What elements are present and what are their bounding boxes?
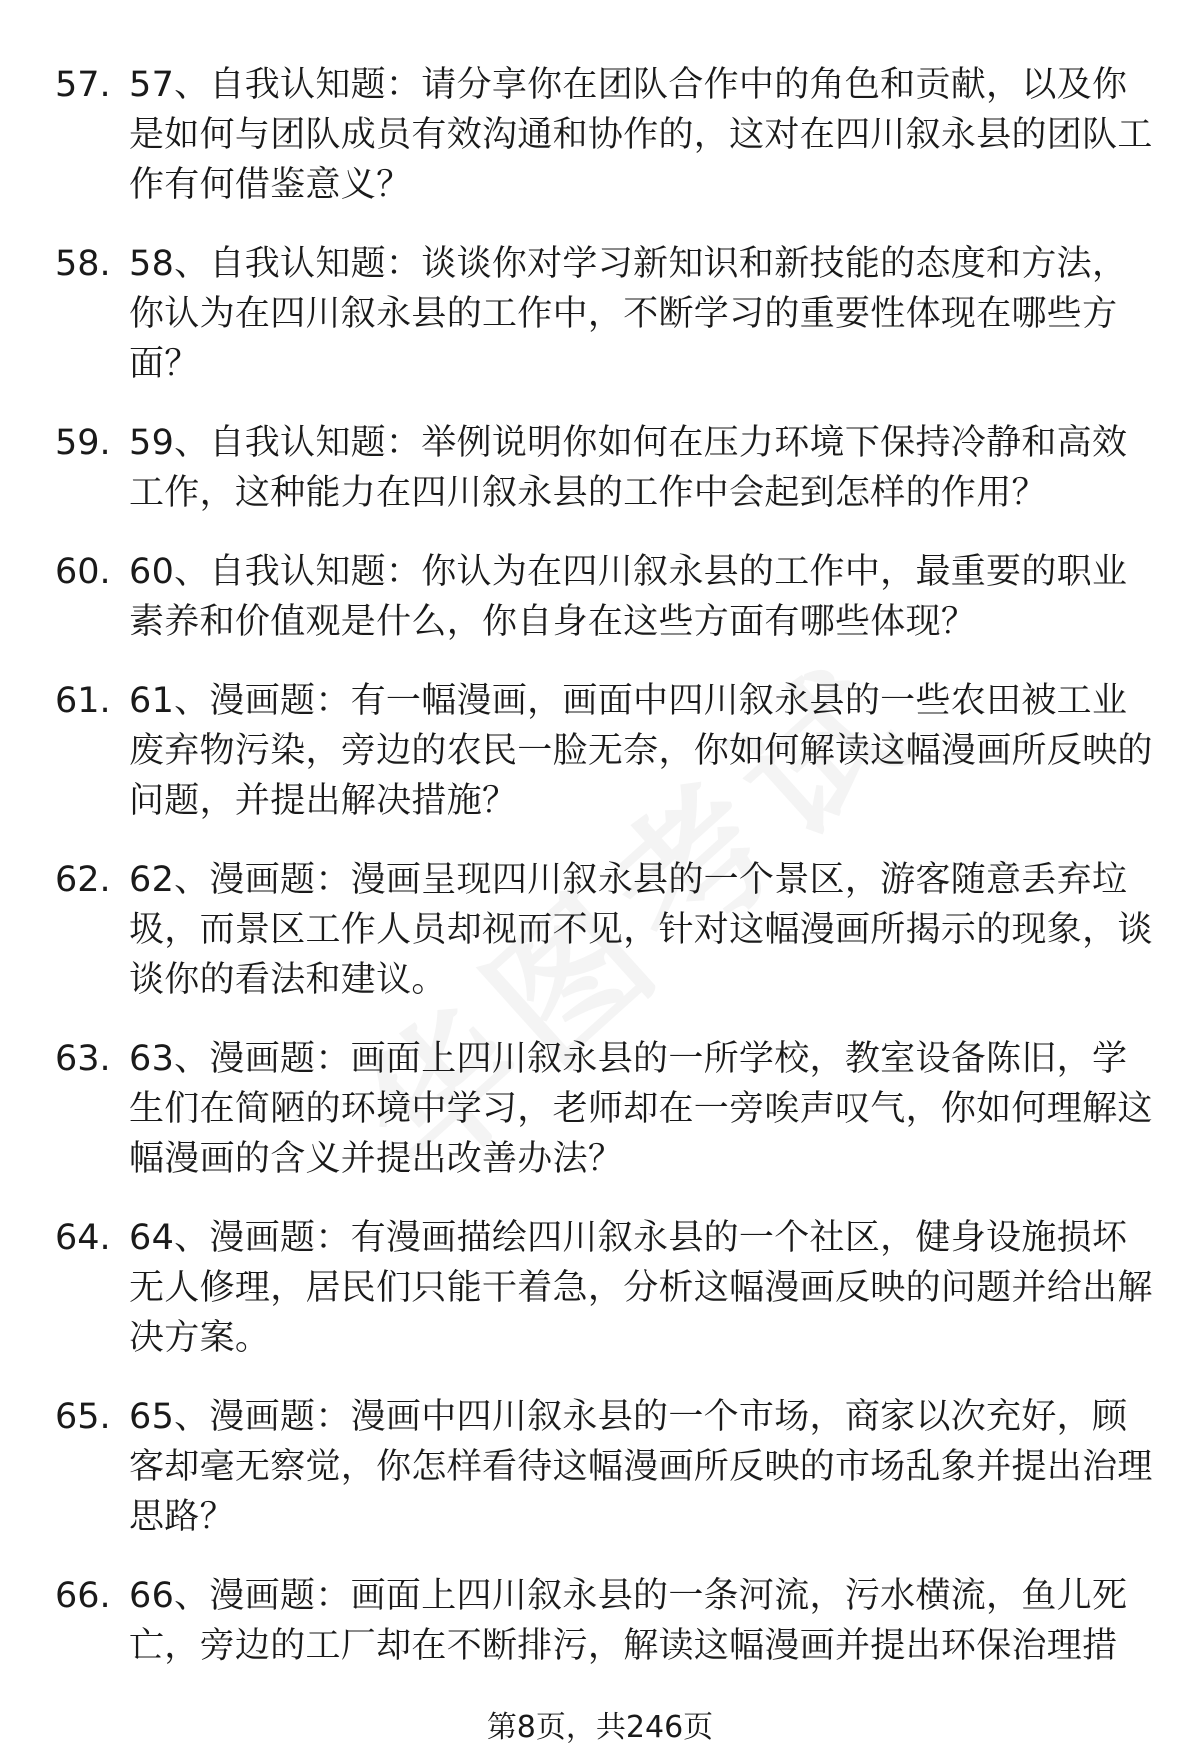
question-item-60 <box>55 547 1155 647</box>
question-text: 65、漫画题：漫画中四川叙永县的一个市场，商家以次充好，顾客却毫无察觉，你怎样看待这幅漫画所反映的市场乱象并提出治理思路？ <box>129 1397 1153 1537</box>
question-text: 66、漫画题：画面上四川叙永县的一条河流，污水横流，鱼儿死亡，旁边的工厂却在不断排污，解读这幅漫画并提出环保治理措 <box>129 1576 1128 1666</box>
question-item-64 <box>55 1213 1155 1363</box>
question-list <box>55 60 1155 1700</box>
question-text: 63、漫画题：画面上四川叙永县的一所学校，教室设备陈旧，学生们在简陋的环境中学习，老师却在一旁唉声叹气，你如何理解这幅漫画的含义并提出改善办法？ <box>129 1039 1153 1179</box>
question-text: 59、自我认知题：举例说明你如何在压力环境下保持冷静和高效工作，这种能力在四川叙永县的工作中会起到怎样的作用？ <box>129 423 1128 513</box>
question-item-63 <box>55 1034 1155 1184</box>
question-number: 57. <box>55 65 111 105</box>
question-number: 63. <box>55 1039 111 1079</box>
question-item-66 <box>55 1571 1155 1671</box>
question-number: 62. <box>55 860 111 900</box>
question-item-57 <box>55 60 1155 210</box>
question-text: 62、漫画题：漫画呈现四川叙永县的一个景区，游客随意丢弃垃圾，而景区工作人员却视而不见，针对这幅漫画所揭示的现象，谈谈你的看法和建议。 <box>129 860 1153 1000</box>
question-number: 61. <box>55 681 111 721</box>
question-item-59 <box>55 418 1155 518</box>
question-item-61 <box>55 676 1155 826</box>
question-text: 60、自我认知题：你认为在四川叙永县的工作中，最重要的职业素养和价值观是什么，你自身在这些方面有哪些体现？ <box>129 552 1128 642</box>
question-item-58 <box>55 239 1155 389</box>
page-footer: 第8页，共246页 <box>486 1710 714 1745</box>
question-text: 64、漫画题：有漫画描绘四川叙永县的一个社区，健身设施损坏无人修理，居民们只能干着急，分析这幅漫画反映的问题并给出解决方案。 <box>129 1218 1153 1358</box>
question-text: 61、漫画题：有一幅漫画，画面中四川叙永县的一些农田被工业废弃物污染，旁边的农民一脸无奈，你如何解读这幅漫画所反映的问题，并提出解决措施？ <box>129 681 1153 821</box>
question-text: 57、自我认知题：请分享你在团队合作中的角色和贡献，以及你是如何与团队成员有效沟通和协作的，这对在四川叙永县的团队工作有何借鉴意义？ <box>129 65 1153 205</box>
question-number: 66. <box>55 1576 111 1616</box>
question-number: 58. <box>55 244 111 284</box>
question-text: 58、自我认知题：谈谈你对学习新知识和新技能的态度和方法，你认为在四川叙永县的工作中，不断学习的重要性体现在哪些方面？ <box>129 244 1128 384</box>
question-number: 59. <box>55 423 111 463</box>
question-item-65 <box>55 1392 1155 1542</box>
question-number: 64. <box>55 1218 111 1258</box>
question-number: 60. <box>55 552 111 592</box>
question-number: 65. <box>55 1397 111 1437</box>
question-item-62 <box>55 855 1155 1005</box>
